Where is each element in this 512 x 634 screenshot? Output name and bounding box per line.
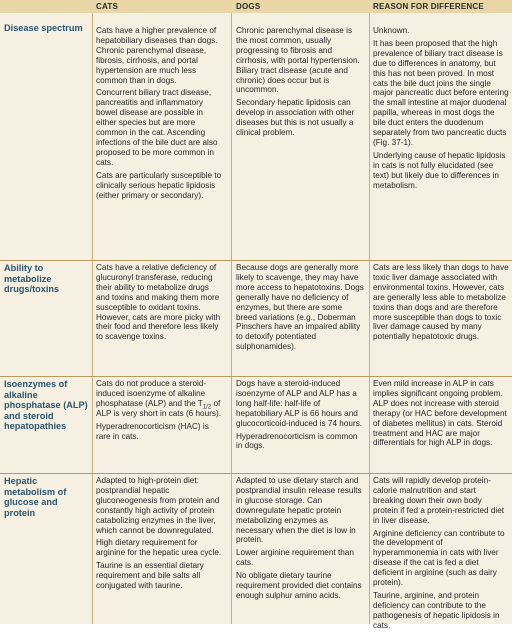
cell-text: Adapted to use dietary starch and postprandial insulin release results in glucose storage. Can downregulate hepatic protein metabolizing enzymes as necessary when the diet is low in protein. xyxy=(236,476,362,545)
row-divider xyxy=(0,473,512,474)
cell-text: Cats have a higher prevalence of hepatobiliary diseases than dogs. Chronic parenchymal disease, fibrosis, cirrhosis, and portal hypertension are much less common than in dogs. xyxy=(96,26,218,85)
header-cats: CATS xyxy=(96,2,118,11)
cell-text: Cats have a relative deficiency of glucuronyl transferase, reducing their ability to metabolize drugs and toxins and making them more susceptible to oxidant toxins. However, cats are more picky with their food and therefore less likely to scavenge toxins. xyxy=(96,263,221,342)
cell-text-part: Cats do not produce a steroid-induced isoenzyme of alkaline phosphatase (ALP) and the T xyxy=(96,379,207,408)
cell-text: Hyperadrenocorticism is common in dogs. xyxy=(236,431,358,451)
cell-text: Hyperadrenocorticism (HAC) is rare in cats. xyxy=(96,421,209,441)
cell-text: Because dogs are generally more likely to scavenge, they may have more access to hepatotoxins. Dogs generally have no deficiency of enzymes, but there are some breed variations (e.g., Doberman Pinschers have an impaired ability to detoxify potentiated sulphonamides). xyxy=(236,263,364,352)
cell-text: Even mild increase in ALP in cats implies significant ongoing problem. ALP does not increase with steroid therapy (or HAC before development of diabetes mellitus) in cats. Steroid treatment and HAC are major differentials for high ALP in dogs. xyxy=(373,379,507,448)
cell-text: Lower arginine requirement than cats. xyxy=(236,548,354,568)
cell-text: High dietary requirement for arginine for the hepatic urea cycle. xyxy=(96,538,222,558)
row-divider xyxy=(0,376,512,377)
cell-text: Cats will rapidly develop protein-calorie malnutrition and start breaking down their own body protein if fed a protein-restricted diet in liver disease. xyxy=(373,476,505,525)
cell-text: Chronic parenchymal disease is the most common, usually progressing to fibrosis and cirrhosis, with portal hypertension. Biliary tract disease (acute and chronic) does occur but is uncommon. xyxy=(236,26,360,95)
cell-dogs xyxy=(236,379,364,454)
cell-dogs xyxy=(236,476,364,604)
row-label: Isoenzymes of alkaline phosphatase (ALP) and steroid hepatopathies xyxy=(4,379,88,432)
cell-dogs xyxy=(236,263,364,355)
cell-text: Cats are particularly susceptible to clinically serious hepatic lipidosis (either primary or secondary). xyxy=(96,170,222,200)
cell-text: Cats are less likely than dogs to have toxic liver damage associated with environmental toxins. However, cats are generally less able to metabolize toxins than dogs and are therefore more susceptible than dogs to toxic liver damage caused by many potentially hepatotoxic drugs. xyxy=(373,263,509,342)
table-header xyxy=(0,0,512,13)
cell-reason xyxy=(373,26,509,194)
cell-text: Taurine is an essential dietary requirement and bile salts all conjugated with taurine. xyxy=(96,561,204,591)
cell-cats xyxy=(96,476,224,594)
column-divider xyxy=(92,13,93,624)
header-reason: REASON FOR DIFFERENCE xyxy=(373,2,484,11)
header-dogs: DOGS xyxy=(236,2,261,11)
cell-text-part: of ALP is very short in cats (6 hours). xyxy=(96,398,221,418)
row-label: Hepatic metabolism of glucose and protein xyxy=(4,476,67,518)
cell-cats xyxy=(96,263,224,345)
cell-reason xyxy=(373,476,509,634)
cell-text: Concurrent biliary tract disease, pancreatitis and inflammatory bowel disease are possible in either species but are more common in the cat. Ascending infections of the bile duct are also proposed to be more common in cats. xyxy=(96,88,218,167)
cell-text xyxy=(96,379,224,419)
cell-text: No obligate dietary taurine requirement provided diet contains enough sulphur amino acids. xyxy=(236,571,362,600)
row-label: Disease spectrum xyxy=(4,23,83,33)
cell-text: Underlying cause of hepatic lipidosis in cats is not fully elucidated (see text) but likely due to differences in metabolism. xyxy=(373,150,506,190)
cell-cats xyxy=(96,379,224,444)
cell-cats xyxy=(96,26,224,203)
cell-text: It has been proposed that the high prevalence of biliary tract disease is due to differences in anatomy, but this has not been proved. In most cats the bile duct joins the single major pancreatic duct before entering the small intestine at major duodenal papilla, whereas in most dogs the bile duct enters the duodenum separately from two pancreatic ducts (Fig. 37-1). xyxy=(373,38,509,147)
cell-text: Adapted to high-protein diet: postprandial hepatic gluconeogenesis from protein and constantly high activity of protein catabolizing enzymes in the liver, which cannot be downregulated. xyxy=(96,476,220,535)
row-label: Ability to metabolize drugs/toxins xyxy=(4,263,60,295)
cell-text: Secondary hepatic lipidosis can develop in association with other diseases but this is not usually a clinical problem. xyxy=(236,98,355,138)
cell-text: Unknown. xyxy=(373,26,410,35)
cell-reason xyxy=(373,263,509,345)
cell-dogs xyxy=(236,26,364,141)
column-divider xyxy=(369,13,370,624)
cell-text: Dogs have a steroid-induced isoenzyme of ALP and ALP has a long half-life: half-life of hepatobiliary ALP is 66 hours and glucocorticoid-induced is 74 hours. xyxy=(236,379,363,428)
cell-text: Arginine deficiency can contribute to the development of hyperammonemia in cats with liver disease if the cat is fed a diet deficient in arginine (such as dairy protein). xyxy=(373,528,505,588)
cell-reason xyxy=(373,379,509,451)
cell-text: Taurine, arginine, and protein deficiency can contribute to the pathogenesis of hepatic lipidosis in cats. xyxy=(373,590,500,630)
row-divider xyxy=(0,260,512,261)
column-divider xyxy=(231,13,232,624)
half-life-subscript: 1/2 xyxy=(202,404,212,411)
